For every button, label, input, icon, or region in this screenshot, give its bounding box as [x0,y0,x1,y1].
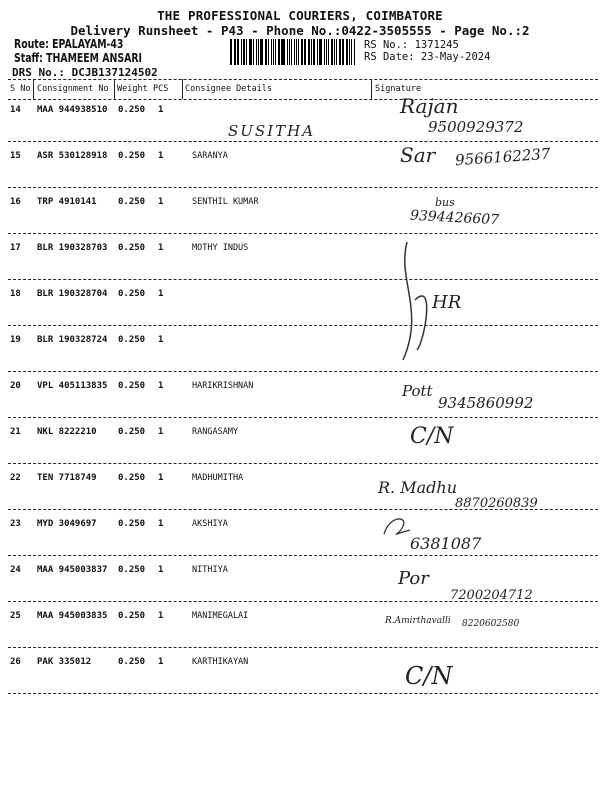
row-consignment-number: MYD 3049697 [37,519,97,529]
row-sno: 18 [10,289,21,299]
handwritten-signature: R.Amirthavalli [385,616,451,626]
row-pcs: 1 [158,105,164,115]
handwritten-phone: 7200204712 [450,588,533,603]
rs-date: RS Date: 23-May-2024 [364,51,491,63]
row-weight: 0.250 [118,565,146,575]
row-divider [8,279,598,280]
handwritten-phone: 6381087 [410,534,482,553]
row-sno: 21 [10,427,21,437]
handwritten-signature: bus [435,196,455,209]
row-divider [8,187,598,188]
row-divider [8,555,598,556]
table-row [0,611,600,657]
document-title: THE PROFESSIONAL COURIERS, COIMBATORE [157,8,443,23]
header-bottom-rule [8,99,598,100]
table-row [0,657,600,703]
column-header-consignment: Consignment No [37,84,109,94]
row-divider [8,693,598,694]
row-consignment-number: VPL 405113835 [37,381,108,391]
table-row [0,243,600,289]
table-row [0,519,600,565]
column-header-signature: Signature [375,84,422,94]
handwritten-phone: 8870260839 [455,496,538,511]
row-weight: 0.250 [118,335,146,345]
row-consignee-name: MOTHY INDUS [192,243,249,253]
row-pcs: 1 [158,611,164,621]
handwritten-phone: 9345860992 [438,394,534,412]
row-sno: 17 [10,243,21,253]
row-sno: 26 [10,657,21,667]
handwritten-signature: C/N [410,424,454,449]
row-sno: 16 [10,197,21,207]
row-pcs: 1 [158,565,164,575]
row-weight: 0.250 [118,611,146,621]
row-consignment-number: TRP 4910141 [37,197,97,207]
row-weight: 0.250 [118,105,146,115]
row-consignment-number: TEN 7718749 [37,473,97,483]
row-pcs: 1 [158,657,164,667]
handwritten-phone: 8220602580 [462,619,520,629]
handwritten-signature: Pott [402,382,433,400]
handwritten-name: SUSITHA [228,122,316,140]
row-weight: 0.250 [118,381,146,391]
row-divider [8,325,598,326]
row-consignment-number: BLR 190328724 [37,335,108,345]
row-pcs: 1 [158,335,164,345]
row-pcs: 1 [158,519,164,529]
row-pcs: 1 [158,151,164,161]
handwritten-signature: Por [398,568,429,589]
row-pcs: 1 [158,381,164,391]
row-pcs: 1 [158,289,164,299]
row-consignee-name: NITHIYA [192,565,228,575]
row-consignee-name: AKSHIYA [192,519,228,529]
column-header-pcs: PCS [153,84,169,94]
row-consignment-number: MAA 945003835 [37,611,108,621]
row-consignee-name: SENTHIL KUMAR [192,197,259,207]
row-weight: 0.250 [118,473,146,483]
row-divider [8,463,598,464]
row-consignment-number: MAA 944938510 [37,105,108,115]
column-header-sno: S No [10,84,31,94]
column-divider [371,79,372,99]
row-consignment-number: PAK 335012 [37,657,92,667]
column-divider [114,79,115,99]
table-row [0,289,600,335]
row-weight: 0.250 [118,289,146,299]
row-sno: 24 [10,565,21,575]
row-consignment-number: BLR 190328704 [37,289,108,299]
column-header-weight: Weight [117,84,148,94]
row-consignee-name: SARANYA [192,151,228,161]
barcode-image [230,39,356,65]
drs-number: DRS No.: DCJB137124502 [12,66,158,79]
row-sno: 23 [10,519,21,529]
row-weight: 0.250 [118,243,146,253]
column-divider [33,79,34,99]
column-divider [182,79,183,99]
row-weight: 0.250 [118,519,146,529]
table-row [0,197,600,243]
handwritten-signature: Rajan [400,94,459,118]
handwritten-phone: 9566162237 [454,144,551,170]
row-weight: 0.250 [118,151,146,161]
handwritten-phone: 9394426607 [409,207,500,229]
row-sno: 25 [10,611,21,621]
row-pcs: 1 [158,473,164,483]
row-weight: 0.250 [118,427,146,437]
row-consignee-name: HARIKRISHNAN [192,381,254,391]
row-divider [8,141,598,142]
header-top-rule [8,79,598,80]
table-row [0,335,600,381]
document-subtitle: Delivery Runsheet - P43 - Phone No.:0422-3505555 - Page No.:2 [70,23,530,38]
row-consignment-number: MAA 945003837 [37,565,108,575]
row-divider [8,371,598,372]
row-consignee-name: MADHUMITHA [192,473,244,483]
row-pcs: 1 [158,427,164,437]
handwritten-signature: R. Madhu [378,478,457,497]
row-weight: 0.250 [118,197,146,207]
row-divider [8,647,598,648]
row-consignment-number: NKL 8222210 [37,427,97,437]
row-weight: 0.250 [118,657,146,667]
row-divider [8,417,598,418]
row-sno: 14 [10,105,21,115]
row-sno: 22 [10,473,21,483]
row-sno: 15 [10,151,21,161]
row-consignee-name: KARTHIKAYAN [192,657,249,667]
rs-number: RS No.: 1371245 [364,39,459,51]
row-pcs: 1 [158,197,164,207]
row-pcs: 1 [158,243,164,253]
row-sno: 20 [10,381,21,391]
handwritten-phone: 9500929372 [428,118,524,136]
row-divider [8,233,598,234]
row-sno: 19 [10,335,21,345]
row-consignee-name: RANGASAMY [192,427,239,437]
handwritten-signature: Sar [400,143,436,167]
row-consignment-number: ASR 530128918 [37,151,108,161]
row-consignee-name: MANIMEGALAI [192,611,249,621]
staff-label: Staff: THAMEEM ANSARI [14,51,143,65]
row-consignment-number: BLR 190328703 [37,243,108,253]
handwritten-signature: C/N [405,662,453,690]
table-row [0,427,600,473]
route-label: Route: EPALAYAM-43 [14,37,124,51]
handwritten-signature: HR [432,292,462,313]
column-header-details: Consignee Details [185,84,272,94]
